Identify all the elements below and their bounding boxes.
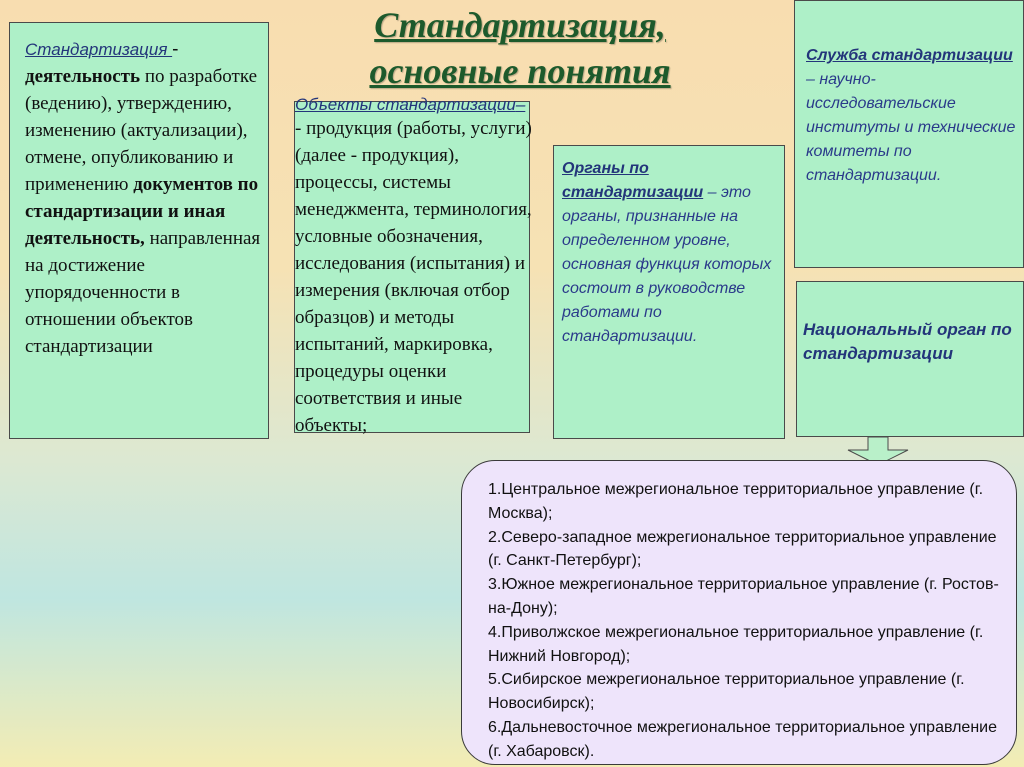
list-item: 1.Центральное межрегиональное территориальное управление (г. Москва);: [488, 481, 984, 522]
organs-term: Органы по стандартизации: [562, 160, 704, 201]
service-term: Служба стандартизации: [806, 47, 1013, 64]
standardization-dash: -: [172, 39, 179, 60]
list-item: 6.Дальневосточное межрегиональное территориальное управление (г. Хабаровск).: [488, 718, 997, 760]
service-text: [806, 44, 1016, 188]
objects-term: Объекты стандартизации: [295, 95, 516, 114]
objects-term-wrap: [295, 95, 535, 115]
title-line-1: Стандартизация,: [374, 5, 666, 45]
national-text: Национальный орган по стандартизации: [803, 320, 1012, 363]
regions-list: [488, 478, 1013, 764]
service-body: – научно-исследовательские институты и технические комитеты по стандартизации.: [806, 71, 1016, 184]
objects-body: - продукция (работы, услуги) (далее - продукция), процессы, системы менеджмента, терминология, условные обозначения, исследования (испытания) и измерения (включая отбор образцов) и методы испытаний, маркировка, процедуры оценки соответствия и иные объекты;: [295, 118, 532, 436]
list-item: 2.Северо-западное межрегиональное территориальное управление (г. Санкт-Петербург);: [488, 528, 997, 570]
organs-text: [562, 157, 778, 349]
standardization-text-2: направленная на достижение упорядоченности в отношении объектов стандартизации: [25, 228, 261, 357]
standardization-bold-documents: документов по стандартизации и иная деятельность,: [25, 174, 259, 249]
list-item: 4.Приволжское межрегиональное территориальное управление (г. Нижний Новгород);: [488, 623, 984, 665]
objects-dash: –: [515, 95, 526, 114]
list-item: 5.Сибирское межрегиональное территориальное управление (г. Новосибирск);: [488, 671, 965, 713]
objects-text: [295, 95, 535, 439]
standardization-text: [25, 36, 270, 360]
standardization-term: Стандартизация: [25, 40, 173, 59]
list-item: 3.Южное межрегиональное территориальное управление (г. Ростов-на-Дону);: [488, 576, 999, 617]
organs-body: – это органы, признанные на определенном уровне, основная функция которых состоит в руководстве работами по стандартизации.: [562, 184, 772, 345]
standardization-bold-activity: деятельность: [25, 66, 141, 87]
page-title: [300, 2, 740, 94]
title-line-2: основные понятия: [369, 51, 671, 91]
standardization-text-1: по разработке (ведению), утверждению, изменению (актуализации), отмене, опубликованию и применению: [25, 66, 258, 195]
